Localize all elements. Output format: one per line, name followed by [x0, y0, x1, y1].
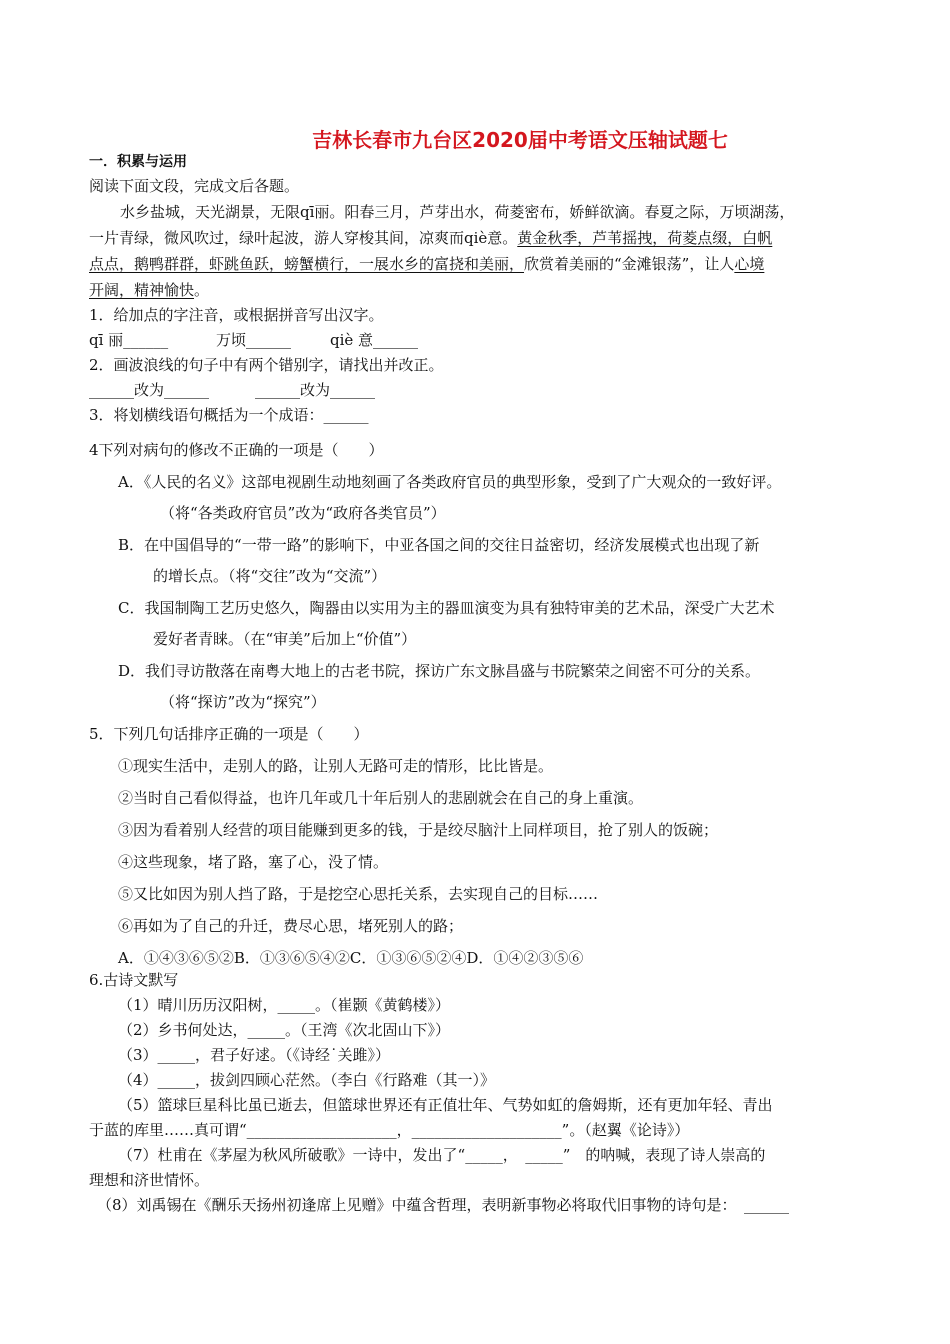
- q5-item-2: ②当时自己看似得益，也许几年或几十年后别人的悲剧就会在自己的身上重演。: [118, 789, 644, 807]
- q6-item-8: （8）刘禹锡在《酬乐天扬州初逢席上见赠》中蕴含哲理，表明新事物必将取代旧事物的诗句是： ______: [97, 1196, 790, 1214]
- q4-option-a-note: （将“各类政府官员”改为“政府各类官员”）: [160, 504, 446, 522]
- q1-blank-3: qiè 意______: [330, 331, 419, 349]
- q5-answer-options: A．①④③⑥⑤②B．①③⑥⑤④②C．①③⑥⑤②④D．①④②③⑤⑥: [118, 949, 584, 967]
- section-heading: 一．积累与运用: [89, 154, 187, 170]
- q5-item-4: ④这些现象，堵了路，塞了心，没了情。: [118, 853, 389, 871]
- q4-option-a: A．《人民的名义》这部电视剧生动地刻画了各类政府官员的典型形象，受到了广大观众的一致好评。: [118, 473, 782, 491]
- question-5: 5．下列几句话排序正确的一项是（ ）: [89, 725, 369, 743]
- q5-item-3: ③因为看着别人经营的项目能赚到更多的钱，于是绞尽脑汁上同样项目，抢了别人的饭碗；: [118, 821, 719, 839]
- question-2: 2．画波浪线的句子中有两个错别字，请找出并改正。: [89, 356, 444, 374]
- q2-blank-1: ______改为______: [89, 381, 210, 399]
- q6-item-7-cont: 理想和济世情怀。: [89, 1171, 210, 1189]
- q6-item-3: （3）_____，君子好逑。（《诗经˙关雎》）: [118, 1046, 391, 1064]
- q5-item-6: ⑥再如为了自己的升迁，费尽心思，堵死别人的路；: [118, 917, 464, 935]
- exam-title: 吉林长春市九台区2020届中考语文压轴试题七: [312, 128, 728, 152]
- q6-item-7: （7）杜甫在《茅屋为秋风所破歌》一诗中，发出了“_____， _____” 的呐喊，表现了诗人崇高的: [118, 1146, 766, 1164]
- wavy-sentence-part-2: 点点，鹅鸭群群，虾跳鱼跃，螃蟹横行，一展水乡的富挠和美丽，: [89, 255, 525, 273]
- question-3: 3．将划横线语句概括为一个成语：______: [89, 406, 369, 424]
- q6-item-5-cont: 于蓝的库里……真可谓“____________________，____________________”。（赵翼《论诗》）: [89, 1121, 690, 1139]
- q6-item-5: （5）篮球巨星科比虽已逝去，但篮球世界还有正值壮年、气势如虹的詹姆斯，还有更加年轻、青出: [118, 1096, 773, 1114]
- passage-end-punct: 。: [194, 281, 210, 299]
- question-6: 6.古诗文默写: [89, 971, 179, 989]
- q2-blank-2: ______改为______: [255, 381, 376, 399]
- q4-option-c: C．我国制陶工艺历史悠久，陶器由以实用为主的器皿演变为具有独特审美的艺术品，深受广大艺术: [118, 599, 775, 617]
- underlined-phrase-part-1: 心境: [734, 255, 765, 273]
- q1-blank-2: 万顷______: [216, 331, 292, 349]
- wavy-sentence-part-1: 黄金秋季，芦苇摇拽，荷菱点缀，白帆: [517, 229, 773, 247]
- underlined-phrase-part-2: 开阔，精神愉快: [89, 281, 195, 299]
- reading-intro: 阅读下面文段，完成文后各题。: [89, 177, 300, 195]
- passage-line-3: [89, 254, 764, 274]
- q5-item-5: ⑤又比如因为别人挡了路，于是挖空心思托关系，去实现自己的目标……: [118, 885, 599, 903]
- q6-item-1: （1）晴川历历汉阳树，_____。（崔颢《黄鹤楼》）: [118, 996, 451, 1014]
- q4-option-d: D．我们寻访散落在南粤大地上的古老书院，探访广东文脉昌盛与书院繁荣之间密不可分的关系。: [118, 662, 761, 680]
- question-4: 4下列对病句的修改不正确的一项是（ ）: [89, 441, 384, 459]
- passage-line-2: [89, 228, 772, 248]
- q1-blank-1: qī 丽______: [89, 331, 169, 349]
- q6-item-4: （4）_____，拔剑四顾心茫然。（李白《行路难（其一）》: [118, 1071, 496, 1089]
- passage-line-2-plain: 一片青绿，微风吹过，绿叶起波，游人穿梭其间，凉爽而qiè意。: [89, 229, 518, 247]
- q4-option-d-note: （将“探访”改为“探究”）: [160, 693, 326, 711]
- passage-line-1: 水乡盐城，天光湖景，无限qī丽。阳春三月，芦芽出水，荷菱密布，娇鲜欲滴。春夏之际，万顷湖荡，: [120, 203, 795, 221]
- passage-line-4: [89, 280, 209, 300]
- q4-option-c-note: 爱好者青睐。（在“审美”后加上“价值”）: [153, 630, 417, 648]
- question-1: 1．给加点的字注音，或根据拼音写出汉字。: [89, 306, 384, 324]
- q4-option-b-note: 的增长点。（将“交往”改为“交流”）: [153, 567, 387, 585]
- q4-option-b: B．在中国倡导的“一带一路”的影响下，中亚各国之间的交往日益密切，经济发展模式也出现了新: [118, 536, 760, 554]
- passage-line-3-plain: 欣赏着美丽的“金滩银荡”，让人: [524, 255, 735, 273]
- q5-item-1: ①现实生活中，走别人的路，让别人无路可走的情形，比比皆是。: [118, 757, 554, 775]
- q6-item-2: （2）乡书何处达，_____。（王湾《次北固山下》）: [118, 1021, 451, 1039]
